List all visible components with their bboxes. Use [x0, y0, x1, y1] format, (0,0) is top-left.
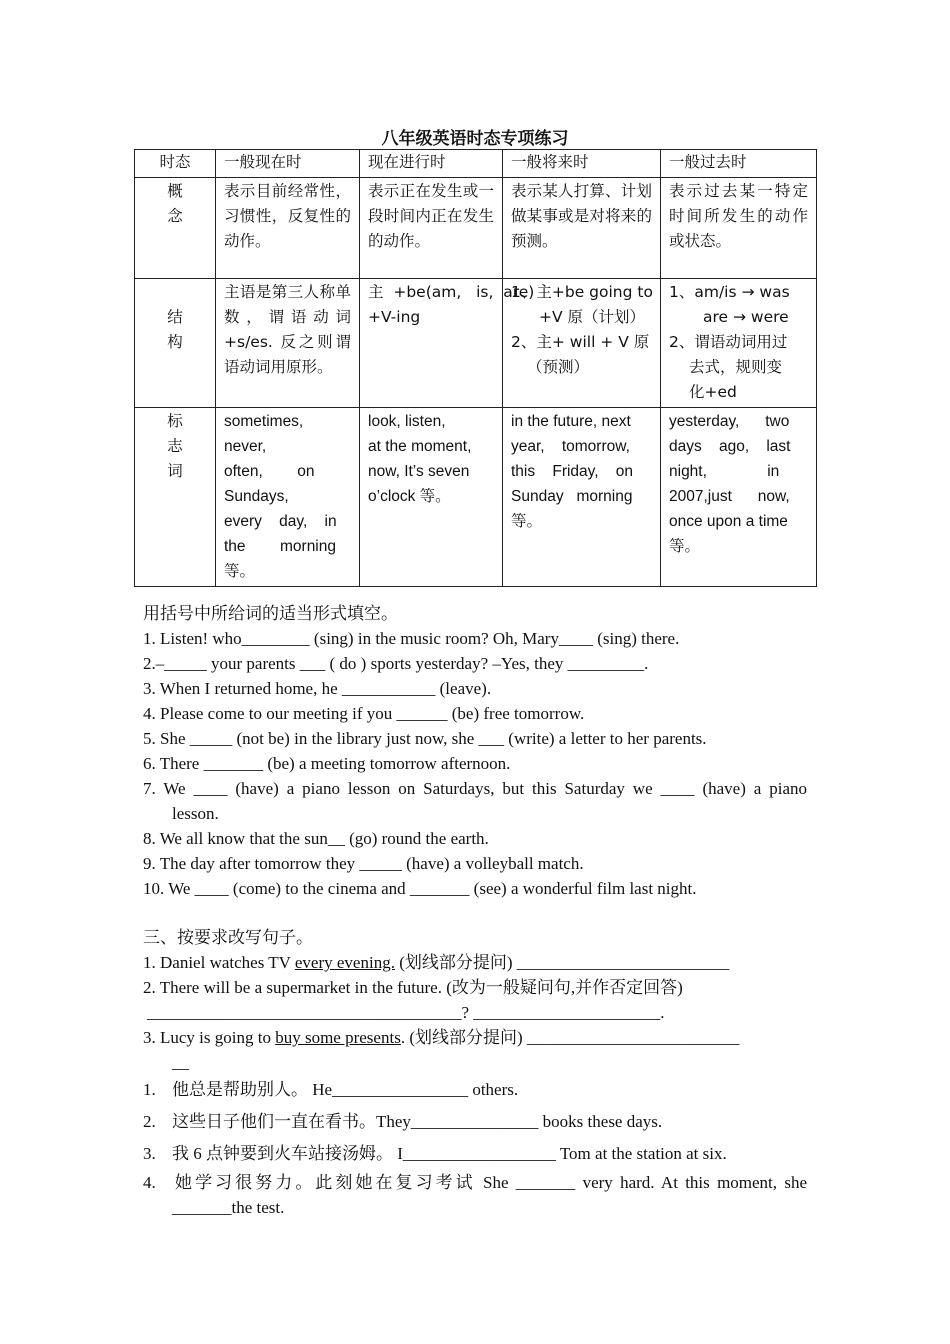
- list-item: 5. She _____ (not be) in the library just now, she ___ (write) a letter to her parents.: [143, 729, 707, 748]
- exercise-translation: [143, 1074, 807, 1220]
- row-label-concept: 概 念: [135, 178, 216, 279]
- header-simple-future: 一般将来时: [503, 150, 661, 178]
- table-cell: 主语是第三人称单数，谓语动词+s/es. 反之则谓语动词用原形。: [216, 279, 360, 408]
- page-title: 八年级英语时态专项练习: [381, 129, 569, 148]
- table-cell: yesterday, two days ago, last night, in 2007,just now, once upon a time 等。: [661, 408, 817, 587]
- list-item-wrap: __: [172, 1053, 189, 1072]
- list-item: 4. Please come to our meeting if you ______ (be) free tomorrow.: [143, 704, 585, 723]
- header-tense: 时态: [135, 150, 216, 178]
- list-item: 8. We all know that the sun__ (go) round the earth.: [143, 829, 489, 848]
- list-item: 2.–_____ your parents ___ ( do ) sports yesterday? –Yes, they _________.: [143, 654, 649, 673]
- exercise-instruction: 用括号中所给词的适当形式填空。: [143, 604, 398, 623]
- list-item-answer-line: _____________________________________? ______________________.: [147, 1003, 665, 1022]
- list-item: 2. 这些日子他们一直在看书。They_______________ books these days.: [143, 1112, 663, 1131]
- tense-table: [134, 149, 817, 587]
- table-cell: sometimes, never, often, on Sundays, every day, in the morning 等。: [216, 408, 360, 587]
- exercise-fill-in: [143, 601, 807, 901]
- table-cell: look, listen, at the moment, now, It’s seven o’clock 等。: [360, 408, 503, 587]
- list-item: 4. 她学习很努力。此刻她在复习考试 She _______ very hard. At this moment, she _______the test.: [143, 1173, 807, 1217]
- header-simple-past: 一般过去时: [661, 150, 817, 178]
- exercise-rewrite: [143, 925, 807, 1075]
- table-cell: 1、am/is → was are → were 2、谓语动词用过 去式，规则变 化+ed: [661, 279, 817, 408]
- table-row-signal-words: [135, 408, 817, 587]
- table-cell: 表示目前经常性，习惯性，反复性的动作。: [216, 178, 360, 279]
- list-item: 3. When I returned home, he ___________ (leave).: [143, 679, 492, 698]
- exercise-heading: 三、按要求改写句子。: [143, 928, 313, 947]
- list-item: 1. Daniel watches TV every evening. (划线部分提问) _________________________: [143, 953, 730, 972]
- row-label-signal-words: 标 志 词: [135, 408, 216, 587]
- list-item: 3. 我 6 点钟要到火车站接汤姆。 I__________________ Tom at the station at six.: [143, 1144, 727, 1163]
- table-cell: 表示某人打算、计划做某事或是对将来的预测。: [503, 178, 661, 279]
- header-simple-present: 一般现在时: [216, 150, 360, 178]
- row-label-structure: 结 构: [135, 279, 216, 408]
- table-cell: 表示过去某一特定时间所发生的动作或状态。: [661, 178, 817, 279]
- table-row-concept: [135, 178, 817, 279]
- list-item: 6. There _______ (be) a meeting tomorrow afternoon.: [143, 754, 511, 773]
- table-row-structure: [135, 279, 817, 408]
- table-cell: in the future, next year, tomorrow, this Friday, on Sunday morning 等。: [503, 408, 661, 587]
- header-present-continuous: 现在进行时: [360, 150, 503, 178]
- list-item: 3. Lucy is going to buy some presents. (划线部分提问) _________________________: [143, 1028, 740, 1047]
- list-item: 10. We ____ (come) to the cinema and _______ (see) a wonderful film last night.: [143, 879, 697, 898]
- list-item: 1. Listen! who________ (sing) in the music room? Oh, Mary____ (sing) there.: [143, 629, 680, 648]
- list-item: 1. 他总是帮助别人。 He________________ others.: [143, 1080, 519, 1099]
- list-item: 2. There will be a supermarket in the future. (改为一般疑问句,并作否定回答): [143, 978, 683, 997]
- table-cell: 主 +be(am, is, are) +V-ing: [360, 279, 503, 408]
- list-item: 9. The day after tomorrow they _____ (have) a volleyball match.: [143, 854, 584, 873]
- table-cell: 表示正在发生或一段时间内正在发生的动作。: [360, 178, 503, 279]
- table-cell: 1、主+be going to +V 原（计划） 2、主+ will + V 原 （预测）: [503, 279, 661, 408]
- table-header-row: [135, 150, 817, 178]
- list-item: 7. We ____ (have) a piano lesson on Saturdays, but this Saturday we ____ (have) a piano lesson.: [143, 779, 807, 823]
